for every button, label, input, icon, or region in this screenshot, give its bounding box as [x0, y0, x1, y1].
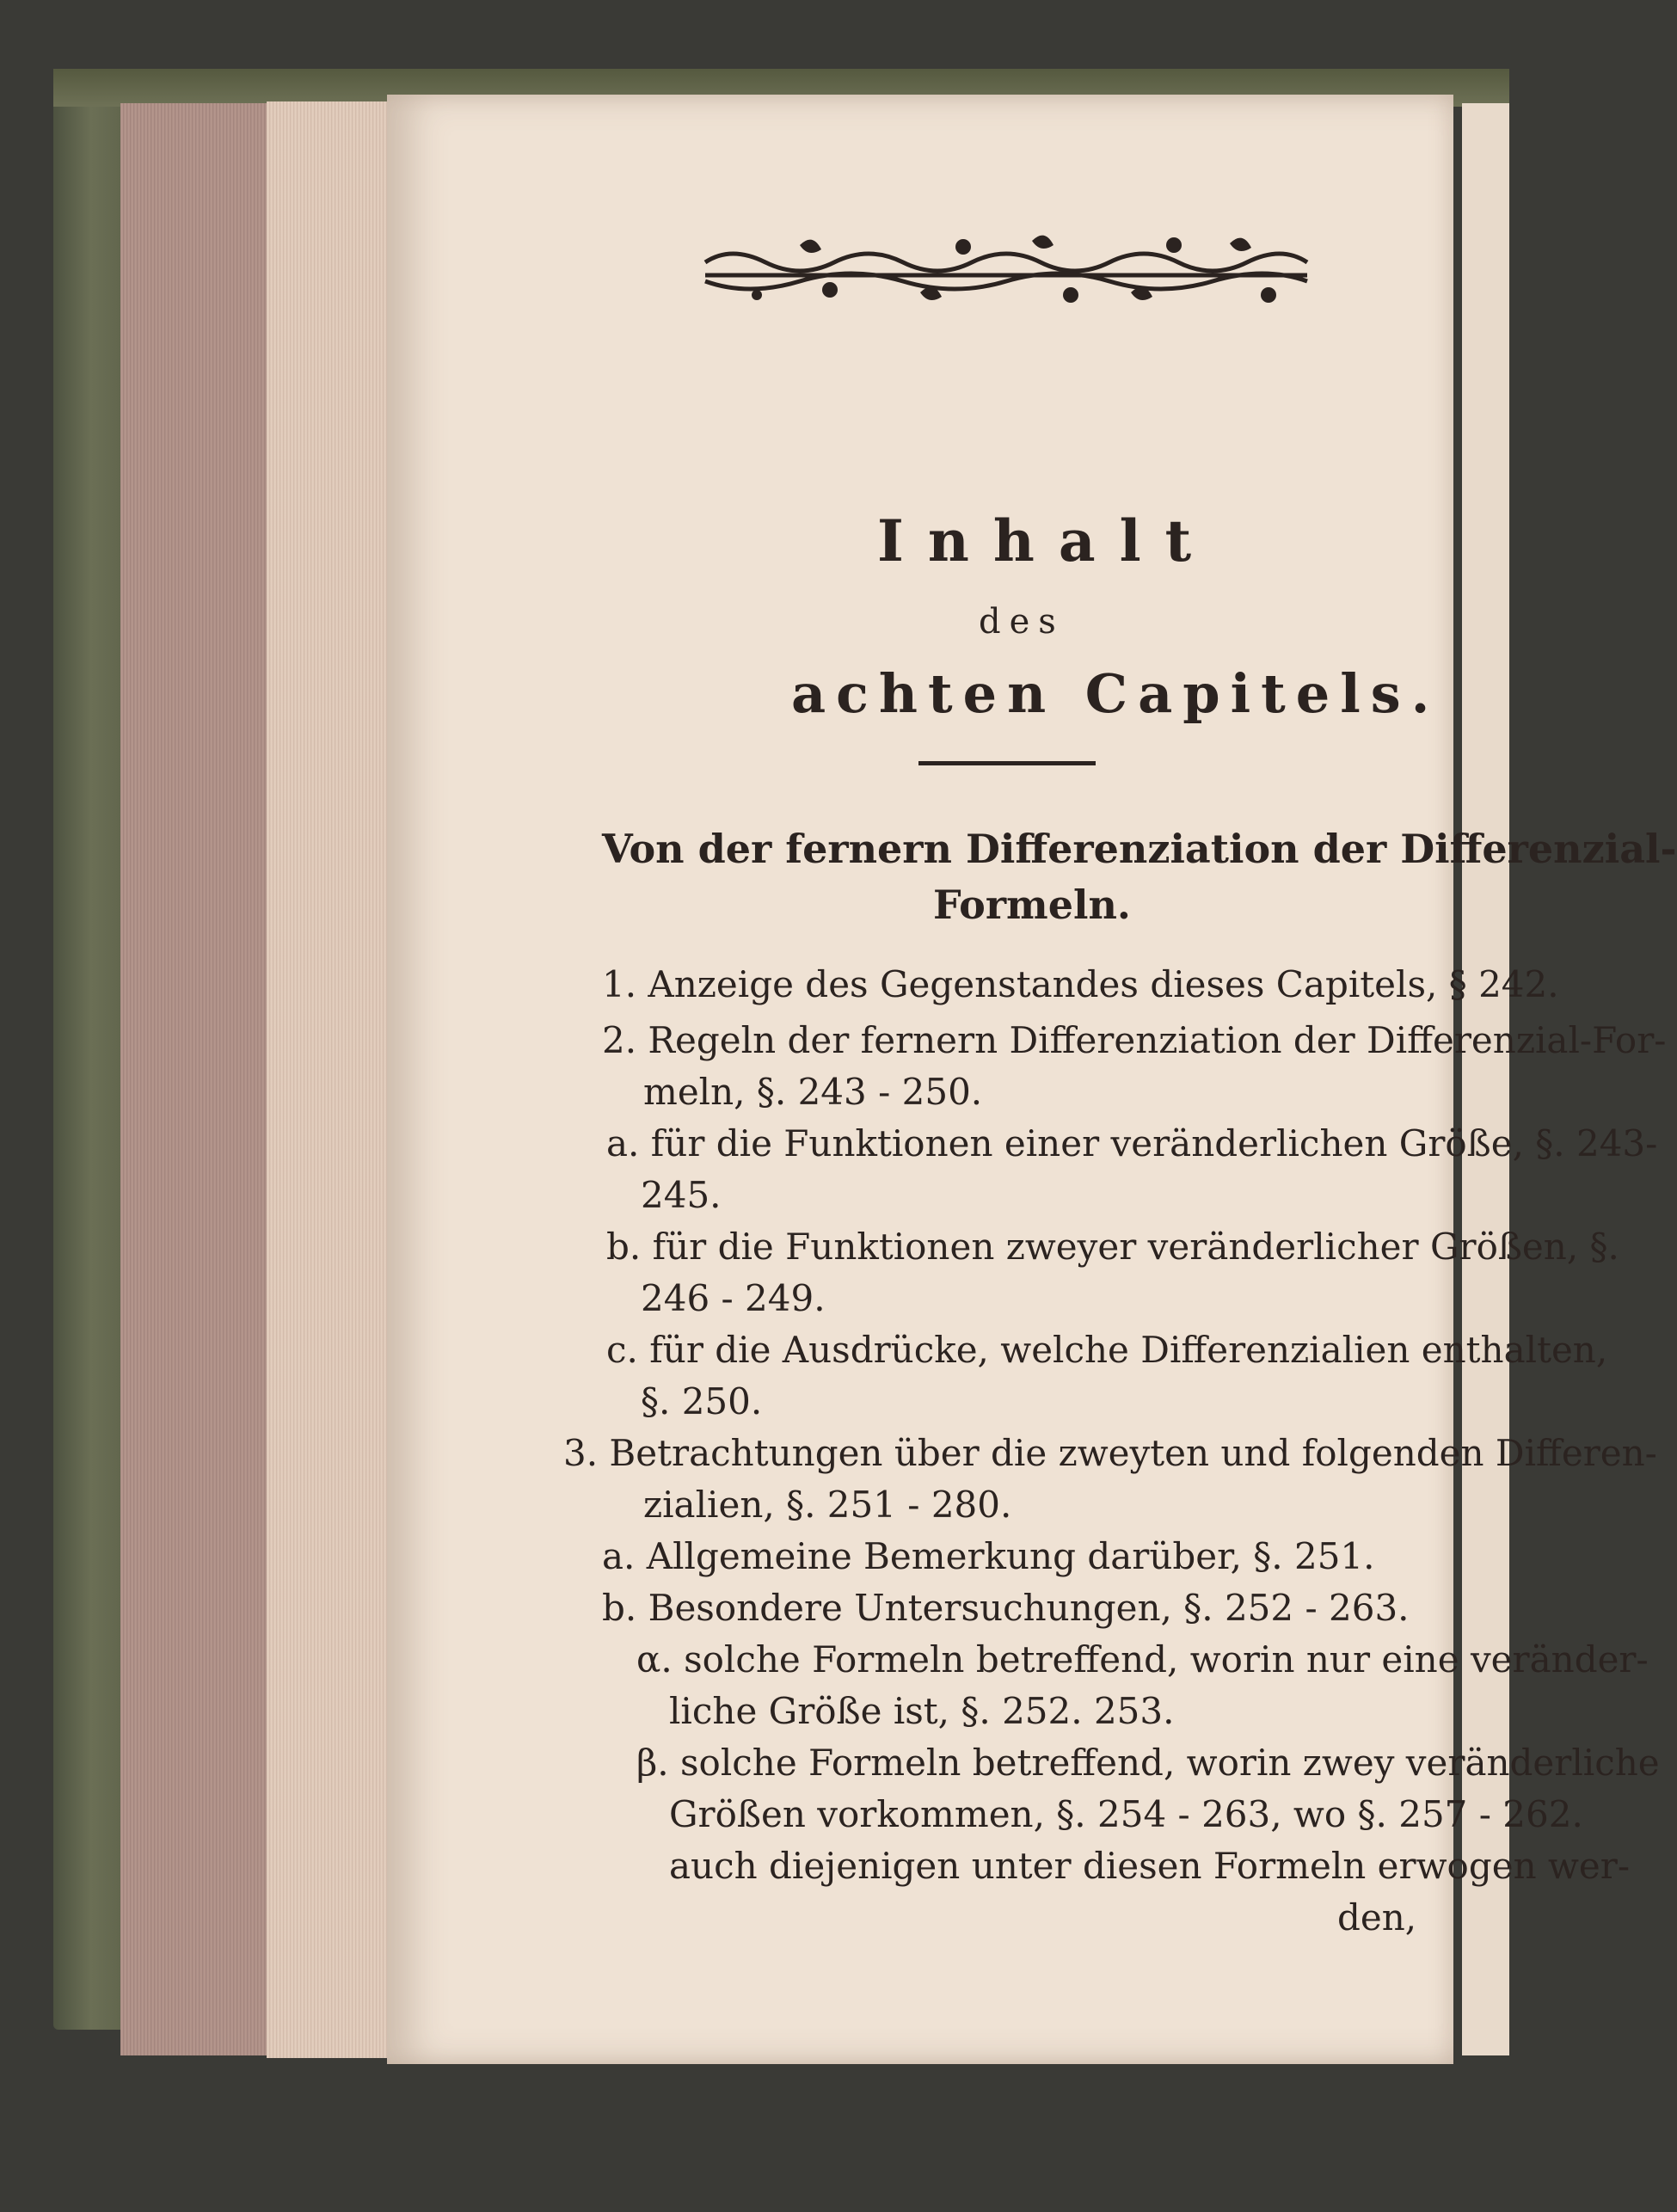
- toc-entry: 245.: [641, 1174, 722, 1216]
- toc-entry: 2. Regeln der fernern Differenziation der Differenzial-For-: [602, 1019, 1667, 1061]
- toc-entry: b. für die Funktionen zweyer veränderlicher Größen, §.: [606, 1226, 1619, 1268]
- toc-entry: β. solche Formeln betreffend, worin zwey veränderliche: [636, 1742, 1660, 1784]
- toc-entry: §. 250.: [641, 1380, 763, 1422]
- page-edges-dark: [120, 103, 267, 2055]
- toc-entry: auch diejenigen unter diesen Formeln erwogen wer-: [669, 1845, 1631, 1887]
- title-rule: [918, 761, 1096, 765]
- page-edges-light: [267, 101, 387, 2058]
- title-article: des: [979, 602, 1065, 642]
- toc-entry: a. Allgemeine Bemerkung darüber, §. 251.: [602, 1535, 1375, 1577]
- vine-ornament: [697, 228, 1316, 314]
- toc-entry: 3. Betrachtungen über die zweyten und folgenden Differen-: [563, 1432, 1657, 1474]
- toc-entry: c. für die Ausdrücke, welche Differenzialien enthalten,: [606, 1329, 1608, 1371]
- toc-entry: Größen vorkommen, §. 254 - 263, wo §. 257 - 262.: [669, 1793, 1583, 1835]
- toc-entry: 1. Anzeige des Gegenstandes dieses Capitels, § 242.: [602, 963, 1559, 1005]
- toc-entry: den,: [1337, 1896, 1417, 1939]
- toc-entry: meln, §. 243 - 250.: [643, 1071, 983, 1113]
- toc-entry: 246 - 249.: [641, 1277, 826, 1319]
- chapter-heading: achten Capitels.: [791, 662, 1440, 725]
- toc-entry: α. solche Formeln betreffend, worin nur eine veränder-: [636, 1638, 1649, 1681]
- toc-entry: zialien, §. 251 - 280.: [643, 1484, 1012, 1526]
- section-heading-line1: Von der fernern Differenziation der Differenzial-: [602, 826, 1677, 872]
- toc-entry: liche Größe ist, §. 252. 253.: [669, 1690, 1175, 1732]
- page-title: Inhalt: [877, 507, 1216, 575]
- section-heading-line2: Formeln.: [933, 882, 1131, 928]
- toc-entry: a. für die Funktionen einer veränderlichen Größe, §. 243-: [606, 1122, 1658, 1164]
- toc-entry: b. Besondere Untersuchungen, §. 252 - 263.: [602, 1587, 1410, 1629]
